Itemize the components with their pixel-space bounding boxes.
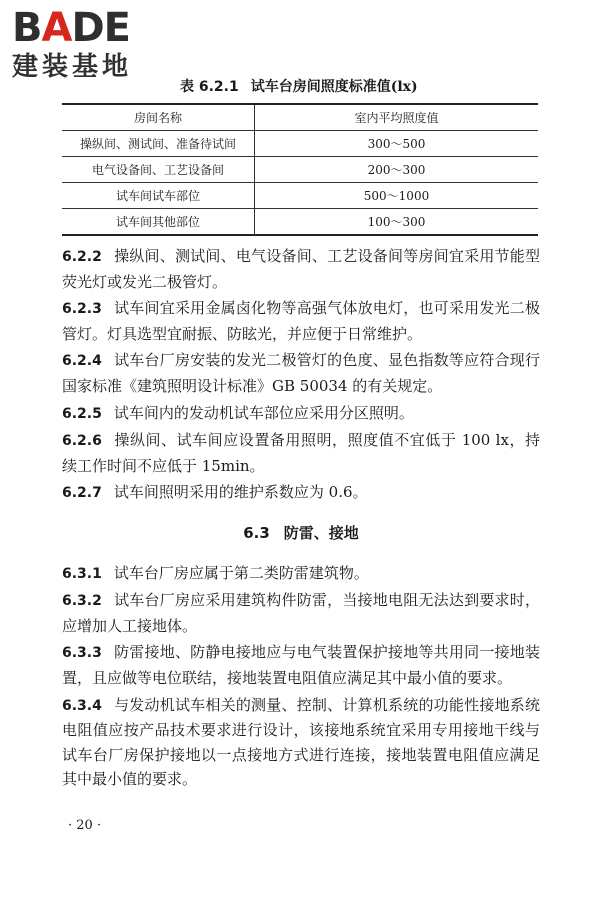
logo-accent-letter: A	[41, 5, 72, 51]
clause-6-2-2: 6.2.2 操纵间、测试间、电气设备间、工艺设备间等房间宜采用节能型荧光灯或发光二极管灯。	[62, 247, 540, 291]
clause-6-2-5: 6.2.5 试车间内的发动机试车部位应采用分区照明。	[62, 403, 414, 422]
brand-logo	[12, 6, 182, 82]
cell-room: 电气设备间、工艺设备间	[62, 157, 255, 183]
clause-6-2-7: 6.2.7 试车间照明采用的维护系数应为 0.6。	[62, 483, 368, 502]
cell-room: 试车间其他部位	[62, 209, 255, 236]
table-row	[62, 131, 538, 157]
cell-room: 试车间试车部位	[62, 183, 255, 209]
clause-6-3-2: 6.3.2 试车台厂房应采用建筑构件防雷，当接地电阻无法达到要求时，应增加人工接地体。	[62, 591, 540, 635]
section-heading: 6.3 防雷、接地	[243, 523, 359, 542]
table-caption	[180, 76, 418, 96]
cell-room: 操纵间、测试间、准备待试间	[62, 131, 255, 157]
clause-6-2-3: 6.2.3 试车间宜采用金属卤化物等高强气体放电灯，也可采用发光二极管灯。灯具选型宜耐振、防眩光，并应便于日常维护。	[62, 299, 540, 343]
cell-value: 200～300	[255, 157, 539, 183]
clause-6-3-3: 6.3.3 防雷接地、防静电接地应与电气装置保护接地等共用同一接地装置，且应做等电位联结，接地装置电阻值应满足其中最小值的要求。	[62, 643, 540, 687]
clause-6-2-4: 6.2.4 试车台厂房安装的发光二极管灯的色度、显色指数等应符合现行国家标准《建筑照明设计标准》GB 50034 的有关规定。	[62, 351, 540, 395]
header-illuminance: 室内平均照度值	[255, 104, 539, 131]
document-body	[62, 244, 540, 794]
cell-value: 100～300	[255, 209, 539, 236]
cell-value: 300～500	[255, 131, 539, 157]
logo-subtitle: 建装基地	[12, 52, 133, 82]
table-row	[62, 183, 538, 209]
table-title: 试车台房间照度标准值(lx)	[250, 79, 418, 95]
table-number: 表 6.2.1	[180, 79, 239, 95]
clause-6-2-6: 6.2.6 操纵间、试车间应设置备用照明，照度值不宜低于 100 lx，持续工作时间不应低于 15min。	[62, 431, 540, 475]
table-header-row	[62, 104, 538, 131]
clause-6-3-1: 6.3.1 试车台厂房应属于第二类防雷建筑物。	[62, 563, 369, 582]
page-number: · 20 ·	[68, 818, 102, 833]
logo-wordmark: BADE	[12, 5, 130, 51]
header-room-name: 房间名称	[62, 104, 255, 131]
table-row	[62, 209, 538, 236]
clause-6-3-4: 6.3.4 与发动机试车相关的测量、控制、计算机系统的功能性接地系统电阻值应按产品技术要求进行设计，该接地系统宜采用专用接地干线与试车台厂房保护接地以一点接地方式进行连接，接地装置电阻值应满足其中最小值的要求。	[62, 695, 540, 789]
illuminance-table	[62, 103, 538, 236]
table-row	[62, 157, 538, 183]
cell-value: 500～1000	[255, 183, 539, 209]
